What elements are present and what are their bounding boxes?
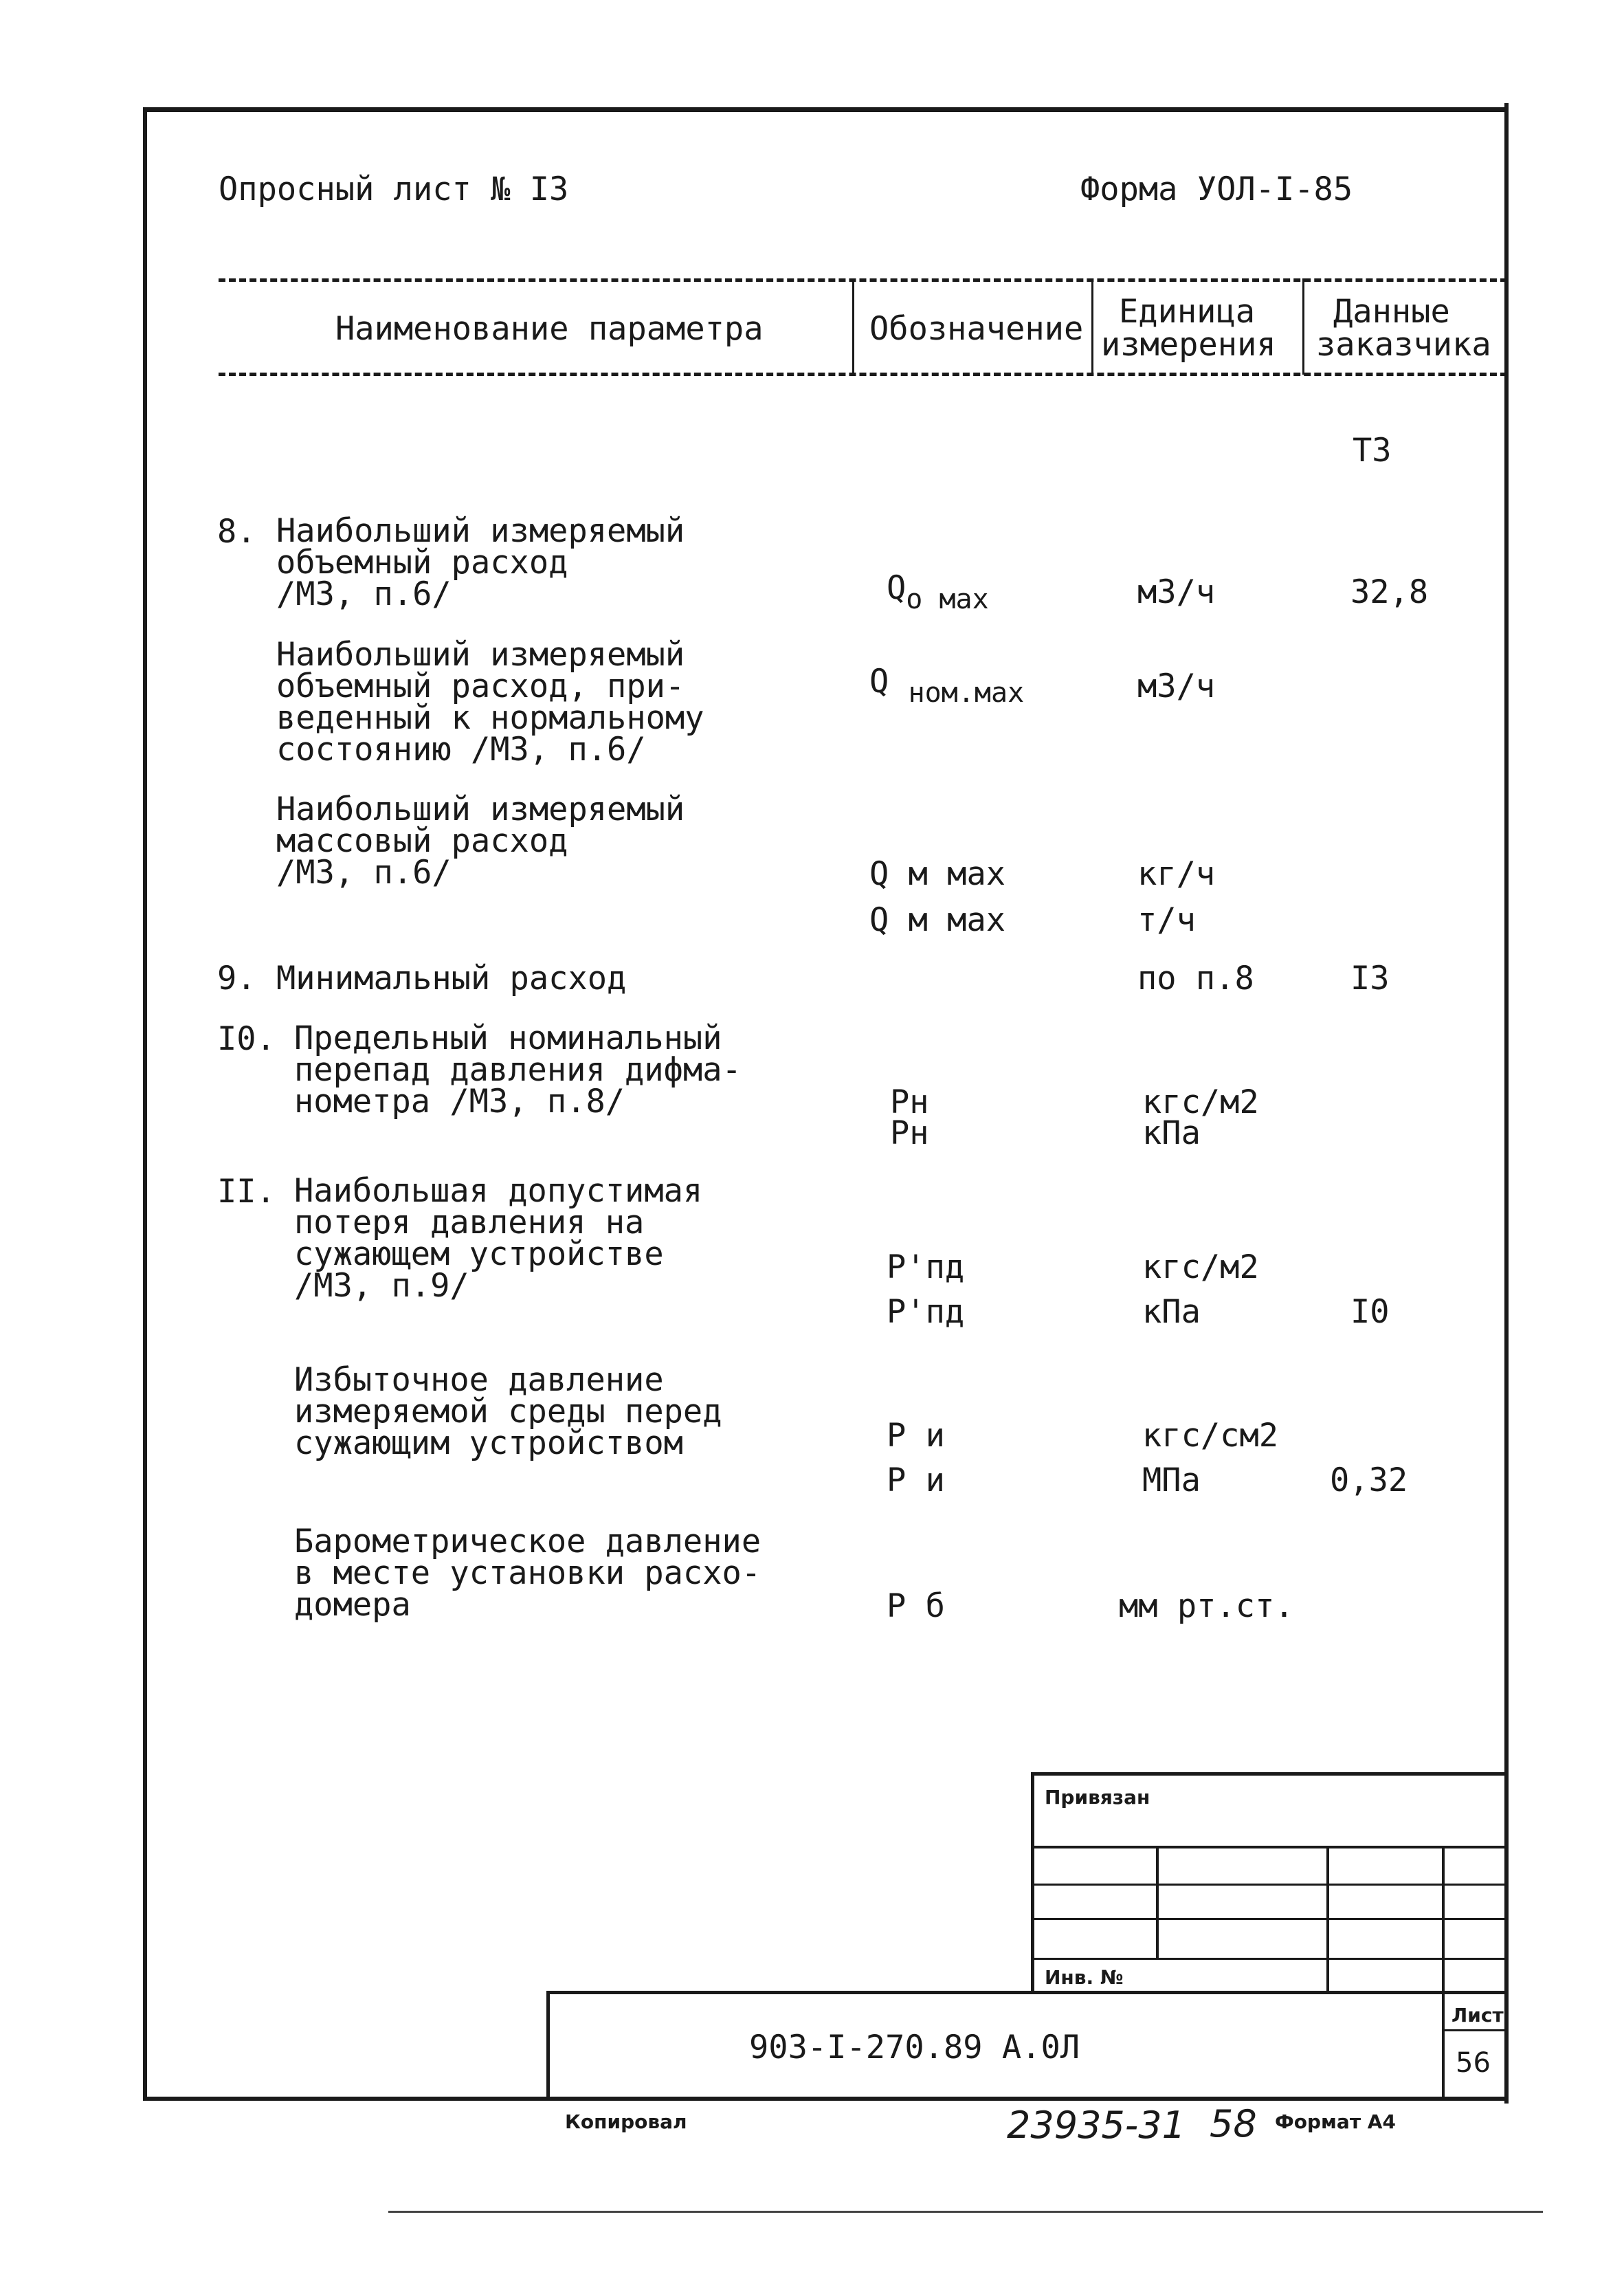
row-9-number: 9. bbox=[217, 960, 256, 997]
row-11b-name: Избыточное давление измеряемой среды перед сужающим устройством bbox=[294, 1361, 722, 1462]
row-8c-unit-1: кг/ч bbox=[1137, 855, 1216, 893]
stamp-grid-v1 bbox=[1156, 1846, 1159, 1959]
row-11-unit-1: кгс/м2 bbox=[1142, 1248, 1259, 1286]
col-header-unit-1: Единица bbox=[1119, 293, 1256, 331]
footer-handwritten-58: 58 bbox=[1210, 2102, 1257, 2145]
row-11c-name: Барометрическое давление в месте установки расхо- домера bbox=[294, 1523, 761, 1624]
stamp-attached-label: Привязан bbox=[1045, 1786, 1150, 1809]
stamp-grid-h3 bbox=[1031, 1918, 1509, 1920]
frame-left bbox=[143, 110, 147, 2100]
stamp-grid-v2 bbox=[1326, 1846, 1329, 1994]
stamp-upper-left bbox=[1031, 1772, 1034, 1994]
row-11-unit-2: кПа bbox=[1142, 1293, 1201, 1331]
row-8c-symbol-1: Q м мах bbox=[869, 855, 1006, 893]
stamp-inv-label: Инв. № bbox=[1045, 1966, 1124, 1989]
stamp-grid-h4 bbox=[1031, 1958, 1509, 1960]
row-8-value: 32,8 bbox=[1350, 573, 1429, 611]
footer-format: Формат А4 bbox=[1275, 2110, 1396, 2133]
row-9-name: Минимальный расход bbox=[276, 960, 627, 997]
row-8c-name: Наибольший измеряемый массовый расход /М3, п.6/ bbox=[276, 791, 685, 892]
col-header-unit-2: измерения bbox=[1101, 326, 1276, 364]
stamp-sheet-divider bbox=[1442, 2029, 1509, 2031]
row-10-name: Предельный номинальный перепад давления дифма- нометра /М3, п.8/ bbox=[294, 1019, 742, 1121]
row-11c-symbol: Р б bbox=[887, 1587, 945, 1625]
col-header-symbol: Обозначение bbox=[869, 310, 1084, 348]
header-top-dash bbox=[219, 278, 1507, 282]
stamp-lower-left bbox=[546, 1991, 550, 2101]
form-code: Форма УОЛ-I-85 bbox=[1080, 170, 1353, 208]
col-header-data-2: заказчика bbox=[1316, 326, 1491, 364]
row-11-value: I0 bbox=[1350, 1293, 1390, 1331]
row-11-symbol-2: Р'пд bbox=[887, 1293, 965, 1331]
row-11b-unit-2: МПа bbox=[1142, 1461, 1201, 1499]
row-11-number: II. bbox=[217, 1173, 276, 1211]
row-8b-name: Наибольший измеряемый объемный расход, при- веденный к нормальному состоянию /М3, п.6/ bbox=[276, 636, 704, 769]
col-header-param: Наименование параметра bbox=[335, 310, 764, 348]
row-8-name: Наибольший измеряемый объемный расход /М3, п.6/ bbox=[276, 512, 685, 613]
header-bottom-dash bbox=[219, 373, 1507, 376]
row-9-value: I3 bbox=[1350, 960, 1390, 997]
row-10-number: I0. bbox=[217, 1020, 276, 1058]
row-11-symbol-1: Р'пд bbox=[887, 1248, 965, 1286]
row-11b-value: 0,32 bbox=[1330, 1461, 1408, 1499]
col-sep-3 bbox=[1302, 278, 1304, 375]
row-11-name: Наибольшая допустимая потеря давления на сужающем устройстве /М3, п.9/ bbox=[294, 1172, 703, 1305]
stamp-upper-top bbox=[1031, 1772, 1509, 1776]
stamp-sheet-label: Лист bbox=[1451, 2004, 1504, 2027]
row-9-unit: по п.8 bbox=[1137, 960, 1254, 997]
col-sep-2 bbox=[1091, 278, 1093, 375]
row-8b-unit: м3/ч bbox=[1137, 667, 1216, 705]
frame-right bbox=[1504, 103, 1509, 2104]
row-8-symbol: $Q_{о мах}$ bbox=[887, 569, 989, 615]
tag-label: Т3 bbox=[1353, 432, 1392, 470]
row-10-symbol-1: Рн bbox=[890, 1083, 929, 1121]
row-8b-symbol: Q $_{ном.мах}$ bbox=[869, 663, 1025, 709]
stamp-grid-v3 bbox=[1442, 1846, 1445, 2100]
frame-bottom bbox=[143, 2097, 1509, 2101]
col-header-data-1: Данные bbox=[1333, 293, 1450, 331]
bottom-rule bbox=[388, 2211, 1543, 2213]
row-11c-unit: мм рт.ст. bbox=[1119, 1587, 1294, 1625]
row-8-number: 8. bbox=[217, 513, 256, 551]
sheet-title: Опросный лист № I3 bbox=[219, 170, 569, 208]
row-8c-unit-2: т/ч bbox=[1137, 901, 1196, 939]
stamp-sheet-number: 56 bbox=[1456, 2047, 1491, 2079]
footer-handwritten-number: 23935-31 bbox=[1007, 2104, 1186, 2147]
row-10-unit-2: кПа bbox=[1142, 1114, 1201, 1152]
row-10-unit-1: кгс/м2 bbox=[1142, 1083, 1259, 1121]
stamp-grid-h1 bbox=[1031, 1846, 1509, 1848]
row-11b-symbol-2: Р и bbox=[887, 1461, 945, 1499]
stamp-grid-h2 bbox=[1031, 1884, 1509, 1886]
frame-top bbox=[143, 107, 1507, 112]
stamp-doc-code: 903-I-270.89 А.0Л bbox=[749, 2029, 1080, 2066]
row-10-symbol-2: Рн bbox=[890, 1114, 929, 1152]
footer-copied: Копировал bbox=[565, 2110, 687, 2133]
row-8-unit: м3/ч bbox=[1137, 573, 1216, 611]
row-11b-symbol-1: Р и bbox=[887, 1417, 945, 1455]
row-8c-symbol-2: Q м мах bbox=[869, 901, 1006, 939]
col-sep-1 bbox=[852, 278, 854, 375]
stamp-lower-top bbox=[546, 1991, 1509, 1994]
row-11b-unit-1: кгс/см2 bbox=[1142, 1417, 1279, 1455]
